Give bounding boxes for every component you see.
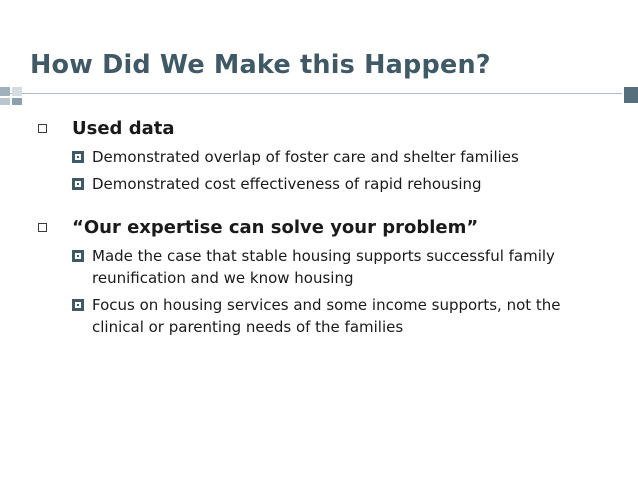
- decorative-square: [12, 98, 22, 105]
- sub-bullet-text: Demonstrated cost effectiveness of rapid rehousing: [92, 175, 482, 193]
- sub-bullet: [72, 146, 598, 168]
- decorative-square: [0, 98, 10, 105]
- boxed-square-bullet-icon: [72, 178, 84, 190]
- boxed-square-bullet-icon: [72, 250, 84, 262]
- sub-bullet: [72, 173, 598, 195]
- sub-bullet: [72, 245, 598, 289]
- sub-bullet: [72, 294, 598, 338]
- title-divider: [0, 93, 622, 94]
- decorative-square: [624, 87, 638, 103]
- boxed-square-bullet-icon: [72, 299, 84, 311]
- sub-bullet-list: [38, 245, 598, 338]
- bullet-used-data: [38, 116, 598, 142]
- sub-bullet-text: Demonstrated overlap of foster care and shelter families: [92, 148, 519, 166]
- sub-bullet-text: Focus on housing services and some income supports, not the clinical or parenting needs of the families: [92, 296, 561, 336]
- slide-title: How Did We Make this Happen?: [30, 50, 491, 80]
- slide-content: [38, 116, 598, 343]
- bullet-our-expertise: [38, 215, 598, 241]
- decorative-square: [0, 87, 10, 96]
- sub-bullet-list: [38, 146, 598, 195]
- square-bullet-icon: [38, 124, 47, 133]
- sub-bullet-text: Made the case that stable housing supports successful family reunification and we know housing: [92, 247, 555, 287]
- boxed-square-bullet-icon: [72, 151, 84, 163]
- decorative-square: [12, 87, 22, 96]
- bullet-text: Used data: [72, 118, 175, 139]
- square-bullet-icon: [38, 223, 47, 232]
- bullet-text: “Our expertise can solve your problem”: [72, 217, 479, 238]
